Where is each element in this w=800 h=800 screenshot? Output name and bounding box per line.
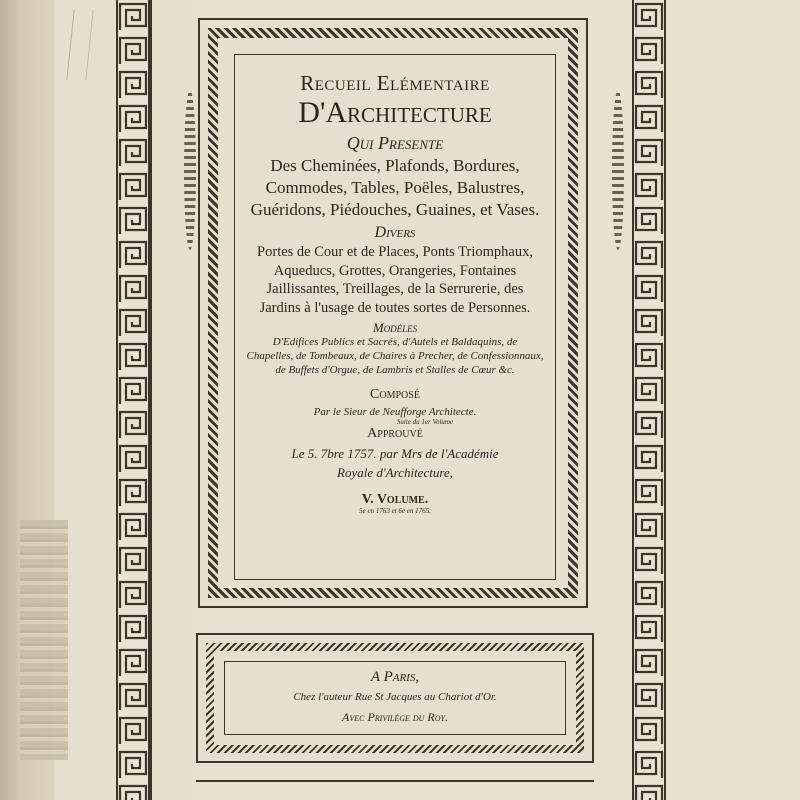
contents-line: Jardins à l'usage de toutes sortes de Personnes. [259,299,531,316]
greek-key-border-left [116,0,150,800]
subtitle-qui-presente: Qui Presente [346,133,444,153]
author-line: Par le Sieur de Neufforge Architecte. [313,406,477,418]
approval-date-line: Le 5. 7bre 1757. par Mrs de l'Académie [291,446,499,461]
section-heading-modeles: Modéles [372,320,418,335]
contents-line: Guéridons, Piédouches, Guaines, et Vases. [250,200,540,219]
volume-note: Suite du 1er Volume [396,418,454,426]
contents-line: D'Edifices Publics et Sacrés, d'Autels et Baldaquins, de [272,336,518,348]
greek-key-border-right [632,0,666,800]
worn-spine-damage [20,520,68,760]
volume-number: V. Volume. [361,492,429,507]
contents-line: Aqueducs, Grottes, Orangeries, Fontaines [273,262,517,279]
contents-line: Jaillissantes, Treillages, de la Serrurerie, des [266,281,524,297]
imprint-privilege: Avec Privilége du Roy. [342,710,448,724]
bottom-rule [196,780,594,782]
imprint-cartouche [196,633,594,763]
contents-line: Portes de Cour et de Places, Ponts Triomphaux, [257,244,533,260]
contents-line: de Buffets d'Orgue, de Lambris et Stalles de Cœur &c. [275,364,515,376]
section-heading-approuve: Approuvé [367,426,423,441]
contents-line: Des Cheminées, Plafonds, Bordures, [270,156,520,175]
imprint-text-block [224,661,566,735]
title-text-block [234,54,556,580]
imprint-address: Chez l'auteur Rue St Jacques au Chariot d'Or. [293,691,497,703]
title-line-recueil: Recueil Elémentaire [300,71,490,95]
section-heading-compose: Composé [370,387,420,402]
title-cartouche [198,18,588,608]
title-line-architecture: D'Architecture [298,96,492,129]
imprint-city: A Paris, [370,669,420,685]
contents-line: Chapelles, de Tombeaux, de Chaires à Precher, de Confessionnaux, [246,350,544,362]
volume-dates: 5e en 1763 et 6e en 1765. [359,507,431,515]
laurel-garland-right [612,90,624,250]
laurel-garland-left [184,90,196,250]
contents-line: Commodes, Tables, Poëles, Balustres, [265,178,525,197]
section-heading-divers: Divers [374,224,416,241]
approval-academy-line: Royale d'Architecture, [337,465,453,480]
